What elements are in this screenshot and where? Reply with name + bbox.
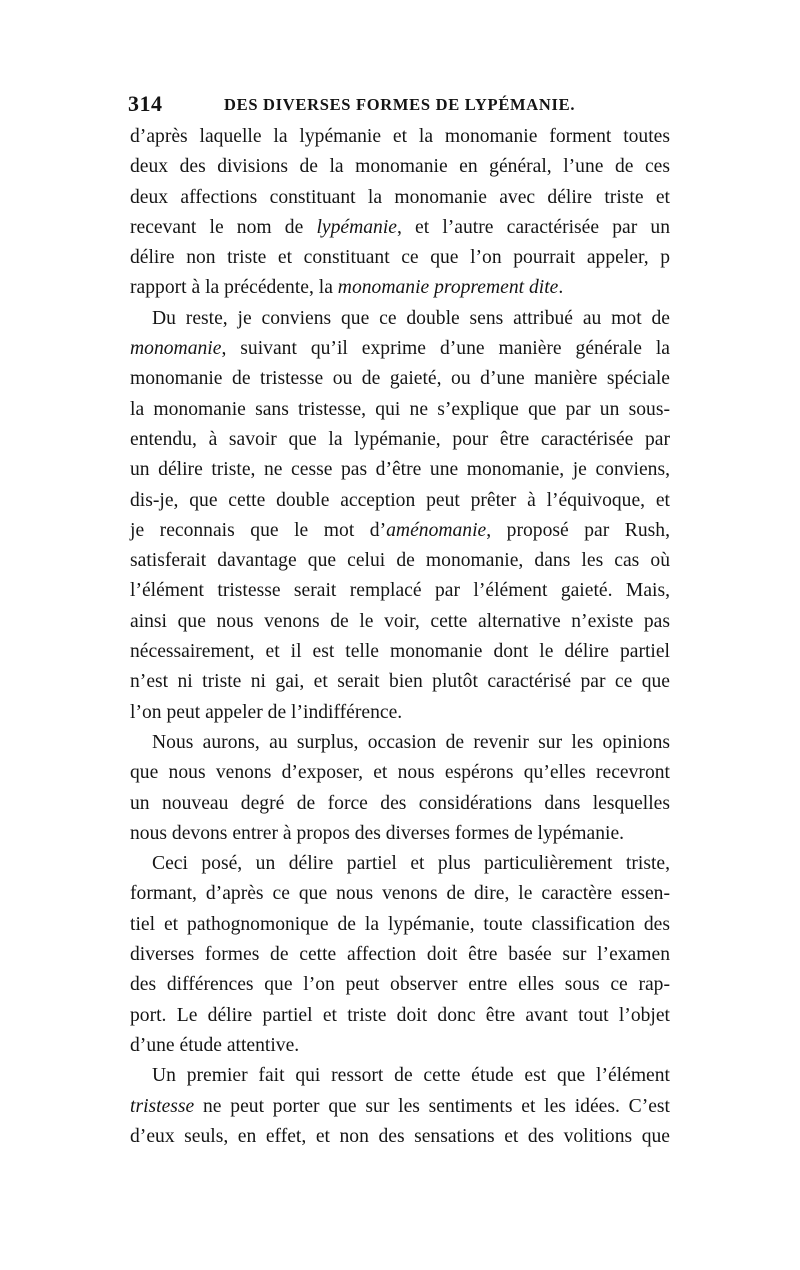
text-line [130, 213, 670, 243]
page-number: 314 [128, 91, 163, 116]
text-line [130, 667, 670, 697]
text-line [130, 1122, 670, 1152]
text-line [130, 152, 670, 182]
text-line [130, 637, 670, 667]
text-segment: port. Le délire partiel et triste doit donc être avant tout l’objet [130, 1004, 670, 1026]
text-line [130, 455, 670, 485]
italic-term: monomanie proprement dite [337, 277, 559, 299]
text-segment: ne peut porter que sur les sentiments et les idées. C’est [194, 1095, 670, 1117]
text-line [130, 334, 670, 364]
text-line [130, 910, 670, 940]
text-line [130, 486, 670, 516]
text-segment: formant, d’après ce que nous venons de dire, le caractère essen- [130, 883, 670, 905]
text-line [130, 879, 670, 909]
text-segment: des différences que l’on peut observer entre elles sous ce rap- [130, 974, 670, 996]
text-line [130, 516, 670, 546]
text-segment: un délire triste, ne cesse pas d’être une monomanie, je conviens, [130, 459, 670, 481]
text-line [130, 698, 670, 728]
text-segment: d’après laquelle la lypémanie et la monomanie forment toutes [130, 126, 670, 147]
text-line [130, 183, 670, 213]
text-segment: diverses formes de cette affection doit être basée sur l’examen [130, 944, 670, 966]
text-segment: délire non triste et constituant ce que l’on pourrait appeler, p [130, 247, 670, 269]
text-segment: entendu, à savoir que la lypémanie, pour être caractérisée par [130, 428, 670, 450]
text-segment: nous devons entrer à propos des diverses formes de lypémanie. [130, 822, 625, 844]
text-line [130, 607, 670, 637]
text-segment: Nous aurons, au surplus, occasion de revenir sur les opinions [152, 731, 670, 753]
text-segment: deux affections constituant la monomanie avec délire triste et [130, 186, 670, 208]
text-segment: dis-je, que cette double acception peut prêter à l’équivoque, et [130, 489, 670, 511]
text-segment: , et l’autre caractérisée par un [396, 216, 670, 238]
text-line [130, 970, 670, 1000]
text-segment: satisferait davantage que celui de monomanie, dans les cas où [130, 550, 670, 572]
text-segment: Du reste, je conviens que ce double sens attribué au mot de [152, 307, 670, 329]
text-line [130, 819, 670, 849]
text-segment: . [558, 277, 564, 299]
text-segment: d’eux seuls, en effet, et non des sensations et des volitions que [130, 1125, 670, 1147]
text-segment: rapport à la précédente, la [130, 277, 338, 299]
text-line [130, 364, 670, 394]
text-line [130, 576, 670, 606]
text-line [130, 425, 670, 455]
text-line [130, 243, 670, 273]
text-line [130, 395, 670, 425]
text-line [130, 1092, 670, 1122]
text-segment: l’élément tristesse serait remplacé par l’élément gaieté. Mais, [130, 580, 670, 602]
text-line [130, 849, 670, 879]
text-segment: d’une étude attentive. [130, 1034, 300, 1056]
text-segment: la monomanie sans tristesse, qui ne s’explique que par un sous- [130, 398, 670, 420]
text-segment: recevant le nom de [130, 216, 317, 238]
text-line [130, 1001, 670, 1031]
text-segment: , proposé par Rush, [486, 519, 670, 541]
text-segment: , suivant qu’il exprime d’une manière générale la [221, 338, 670, 360]
body-text [130, 122, 670, 1152]
text-line [130, 273, 670, 303]
text-segment: je reconnais que le mot d’ [130, 519, 387, 541]
text-segment: l’on peut appeler de l’indifférence. [130, 701, 403, 723]
text-segment: n’est ni triste ni gai, et serait bien plutôt caractérisé par ce que [130, 671, 670, 693]
page-header [128, 91, 673, 119]
text-line [130, 546, 670, 576]
text-segment: nécessairement, et il est telle monomanie dont le délire partiel [130, 641, 670, 663]
text-segment: deux des divisions de la monomanie en général, l’une de ces [130, 156, 670, 178]
text-line [130, 122, 670, 152]
running-title: DES DIVERSES FORMES DE LYPÉMANIE. [224, 95, 576, 114]
italic-term: monomanie [130, 338, 222, 360]
italic-term: aménomanie [386, 519, 487, 541]
text-segment: un nouveau degré de force des considérations dans lesquelles [130, 792, 670, 814]
text-segment: Un premier fait qui ressort de cette étude est que l’élément [152, 1065, 670, 1087]
text-segment: monomanie de tristesse ou de gaieté, ou d’une manière spéciale [130, 368, 670, 390]
text-line [130, 940, 670, 970]
text-line [130, 1061, 670, 1091]
italic-term: lypémanie [316, 216, 397, 238]
text-segment: tiel et pathognomonique de la lypémanie, toute classification des [130, 913, 670, 935]
text-segment: Ceci posé, un délire partiel et plus particulièrement triste, [152, 853, 670, 875]
text-segment: que nous venons d’exposer, et nous espérons qu’elles recevront [130, 762, 670, 784]
italic-term: tristesse [130, 1095, 195, 1117]
text-line [130, 728, 670, 758]
text-line [130, 1031, 670, 1061]
text-line [130, 304, 670, 334]
text-line [130, 758, 670, 788]
text-line [130, 789, 670, 819]
text-segment: ainsi que nous venons de le voir, cette alternative n’existe pas [130, 610, 670, 632]
